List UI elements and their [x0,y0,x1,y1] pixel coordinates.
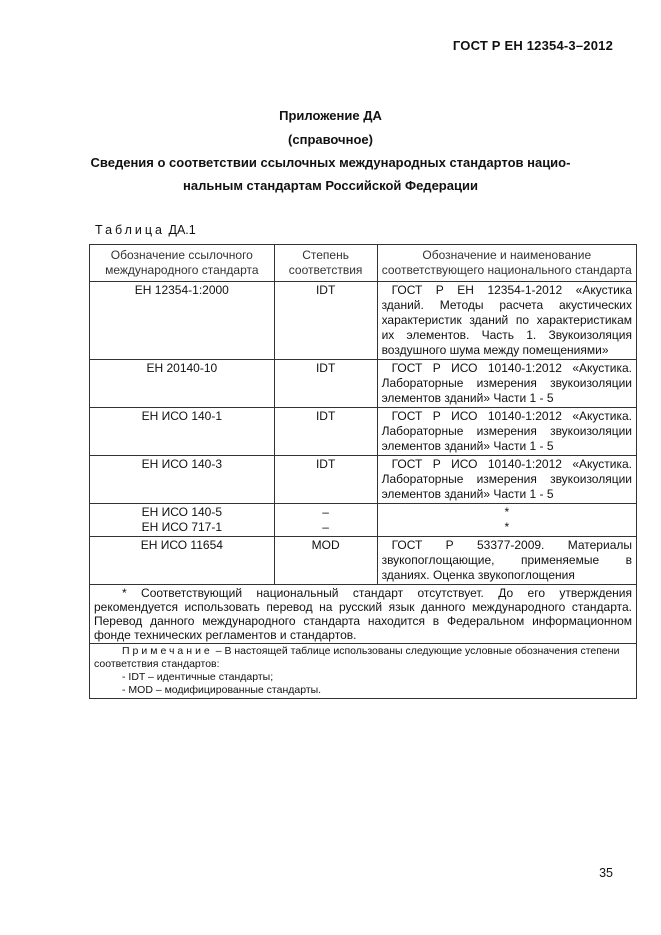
cell-national [377,408,636,456]
cell-national-text: ГОСТ Р 53377-2009. Материалы звукопоглощающие, применяемые в зданиях. Оценка звукопоглощения [381,538,632,582]
cell-national [377,537,636,585]
cell-reference: ЕН ИСО 140-3 [90,456,275,504]
cell-national-text: ГОСТ Р ИСО 10140-1:2012 «Акустика. Лабораторные измерения звукоизоляции элементов зданий» Части 1 - 5 [381,409,632,453]
cell-degree [274,504,377,537]
cell-reference: ЕН ИСО 140-1 [90,408,275,456]
note-item: - IDT – идентичные стандарты; [122,671,274,683]
cell-reference [90,504,275,537]
table-note [90,644,637,699]
cell-degree-line: – [322,505,329,519]
cell-national [377,504,636,537]
correspondence-table [89,244,637,699]
table-footnote [90,585,637,644]
appendix-caption-line-1: Сведения о соответствии ссылочных международных стандартов нацио- [90,155,571,170]
table-note-row [90,644,637,699]
cell-national-text: ГОСТ Р ИСО 10140-1:2012 «Акустика. Лабораторные измерения звукоизоляции элементов зданий» Части 1 - 5 [381,361,632,405]
table-footnote-row [90,585,637,644]
appendix-subtitle: (справочное) [288,132,373,147]
cell-national-line: * [504,520,510,534]
cell-national [377,282,636,360]
cell-reference: ЕН 12354-1:2000 [90,282,275,360]
cell-reference: ЕН ИСО 11654 [90,537,275,585]
cell-degree: IDT [274,360,377,408]
page-number: 35 [599,866,613,880]
footnote-text: * Соответствующий национальный стандарт отсутствует. До его утверждения рекомендуется использовать перевод на русский язык данного международного стандарта. Перевод данного международного стандарта находится в Федеральном информационном фонде технических регламентов и стандартов. [94,586,632,642]
table-label-word: Таблица [95,223,166,237]
note-paragraph [94,645,632,671]
cell-national [377,456,636,504]
table-row [90,537,637,585]
note-label: Примечание [122,645,213,657]
header-national-standard: Обозначение и наименование соответствующего национального стандарта [377,245,636,282]
table-row [90,504,637,537]
cell-degree-line: – [322,520,329,534]
cell-national-text: ГОСТ Р ИСО 10140-1:2012 «Акустика. Лабораторные измерения звукоизоляции элементов зданий» Части 1 - 5 [381,457,632,501]
table-row [90,408,637,456]
table-row [90,456,637,504]
appendix-caption-line-2: нальным стандартам Российской Федерации [183,178,478,193]
note-item: - MOD – модифицированные стандарты. [122,684,322,696]
header-degree: Степень соответствия [274,245,377,282]
table-label [95,223,196,237]
cell-reference-line: ЕН ИСО 717-1 [141,520,223,534]
cell-degree: IDT [274,456,377,504]
note-text: – В настоящей таблице использованы следующие условные обозначения степени соответствия стандартов: [94,645,620,670]
table-label-number: ДА.1 [168,223,196,237]
cell-degree: IDT [274,282,377,360]
table-header-row [90,245,637,282]
cell-reference-line: ЕН ИСО 140-5 [141,505,223,519]
cell-national-line: * [504,505,510,519]
header-reference-standard: Обозначение ссылочного международного стандарта [90,245,275,282]
cell-degree: IDT [274,408,377,456]
appendix-title: Приложение ДА [279,108,382,123]
table-row [90,282,637,360]
table-row [90,360,637,408]
cell-national [377,360,636,408]
cell-degree: MOD [274,537,377,585]
cell-national-text: ГОСТ Р ЕН 12354-1-2012 «Акустика зданий. Методы расчета акустических характеристик зданий по характеристикам их элементов. Часть 1. Звукоизоляция воздушного шума между помещениями» [381,283,632,357]
document-code: ГОСТ Р ЕН 12354-3–2012 [452,38,613,53]
cell-reference: ЕН 20140-10 [90,360,275,408]
